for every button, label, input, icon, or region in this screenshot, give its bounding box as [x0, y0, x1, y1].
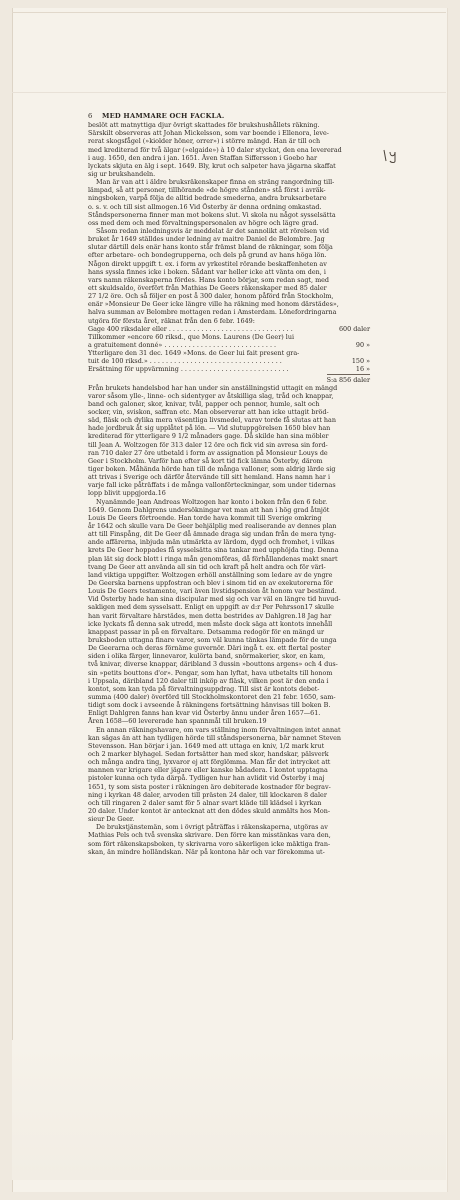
ledger-label: Ytterligare den 31 dec. 1649 »Mons. de Geer lui fait present gra- — [88, 349, 300, 358]
ledger-row — [88, 357, 370, 365]
ledger-value — [338, 349, 370, 357]
text-line: krets De Geer hoppades få sysselsätta sina tankar med upphöjda ting. Denna — [88, 546, 339, 555]
salary-ledger — [88, 325, 370, 374]
ledger-total: S:a 856 daler — [326, 375, 370, 384]
text-line: utgöra för första året, räknat från den 6 febr. 1649: — [88, 316, 255, 325]
text-line: Vid Österby hade han sina discipular med sig och var väl en längre tid huvud- — [88, 595, 341, 604]
body-paragraphs-part2 — [88, 384, 370, 856]
text-line: i Uppsala, däribland 120 daler till inköp av fläsk, vilken post är den enda i — [88, 676, 329, 685]
text-line: Man är van att i äldre bruksräkenskaper finna en sträng rangordning till- — [96, 178, 335, 187]
text-line: lopp blivit uppgjorda.16 — [88, 489, 166, 498]
text-line: 27 1/2 öre. Och så följer en post å 300 daler, honom påförd från Stockholm, — [88, 292, 334, 301]
ledger-label: tuit de 100 riksd.» . . . . . . . . . . . . . . . . . . . . . . . . . . . . . . . . . — [88, 357, 282, 366]
text-line: vars namn räkenskaperna fördes. Hans konto börjar, som redan sagt, med — [88, 275, 330, 284]
text-line: ett skuldsaldo, överfört från Mathias De Geers räkenskaper med 85 daler — [88, 283, 327, 292]
text-line: till Jean A. Woltzogen för 313 daler 12 öre och fick vid sin avresa sin ford- — [88, 440, 328, 449]
text-line: Mathias Pels och två svenska skrivare. Den förre kan misstänkas vara den, — [88, 831, 331, 840]
text-line: sig ur brukshandeln. — [88, 169, 156, 178]
text-line: tidigt som dock i avseende å räkningens fortsättning hänvisas till boken B. — [88, 701, 331, 710]
text-line: Geer i Stockholm. Varför han efter så kort tid fick lämna Österby, därom — [88, 456, 323, 465]
handwritten-margin-mark-icon — [380, 148, 400, 164]
text-line: Någon direkt uppgift t. ex. i form av yrkestitel rörande beskaffenheten av — [88, 259, 327, 268]
text-line: att till Finspång, dit De Geer då ämnade draga sig undan från de mera tyng- — [88, 530, 336, 539]
text-line: han varit förvaltare härstädes, men detta bestrides av Dahlgren.18 Jag har — [88, 611, 332, 620]
text-line: land viktiga uppgifter. Woltzogen erhöll anställning som ledare av de yngre — [88, 570, 333, 579]
text-line: Enligt Dahlgren fanns han kvar vid Österby ännu under åren 1657—61. — [88, 709, 321, 718]
text-line: ning i kyrkan 48 daler, arvoden till prästen 24 daler, till klockaren 8 daler — [88, 790, 327, 799]
text-line: kan sägas än att han tydligen hörde till ståndspersonerna, bär namnet Steven — [88, 733, 342, 742]
ledger-label: Gage 400 riksdaler eller . . . . . . . . . . . . . . . . . . . . . . . . . . . . . . . — [88, 324, 293, 333]
text-line: mannen var krigare eller jägare eller kanske bådadera. I kontot upptagna — [88, 766, 328, 775]
text-line: slutar därtill dels enär hans konto står främst bland de räkningar, som följa — [88, 243, 333, 252]
text-line: i aug. 1650, den andra i jan. 1651. Även Staffan Siffersson i Goebo har — [88, 153, 318, 162]
text-line: lämpad, så att personer, tillhörande »de högre stånden» stå först i avräk- — [88, 186, 326, 195]
text-line: tiger boken. Måhända hörde han till de många valloner, som aldrig lärde sig — [88, 465, 336, 474]
ledger-row — [88, 333, 370, 341]
text-line: efter arbetare- och bondegrupperna, och dels på grund av hans höga lön. — [88, 251, 327, 260]
text-line: sieur De Geer. — [88, 815, 135, 824]
text-line: med krediterad för två älgar (»elgaide») à 10 daler styckat, den ena levererad — [88, 145, 342, 154]
text-line: enär »Monsieur De Geer icke längre ville ha räkning med honom därstädes», — [88, 300, 339, 309]
text-line: 20 daler. Under kontot är antecknat att den dödes skuld anmälts hos Mon- — [88, 806, 330, 815]
text-line: kontot, som kan tyda på förvaltningsuppdrag. Till sist är kontots debet- — [88, 684, 320, 693]
text-line: 1651, ty som sista poster i räkningen äro debiterade kostnader för begrav- — [88, 782, 331, 791]
text-line: De Geerarna och deras förnäme guvernör. Däri ingå t. ex. ett flertal poster — [88, 644, 331, 653]
ledger-value: 90 » — [355, 340, 370, 349]
ledger-row — [88, 365, 370, 373]
text-line: skan, än mindre holländskan. När på kontona här och var förekomma ut- — [88, 847, 325, 856]
text-line: Louis De Geers förtroende. Han torde hava kommit till Sverige omkring — [88, 513, 322, 522]
text-line: som fört räkenskapsboken, ty skrivarna voro säkerligen icke mäktiga fran- — [88, 839, 331, 848]
text-line: pistoler kunna och tyda därpå. Tydligen hur han avlidit vid Österby i maj — [88, 774, 325, 783]
text-line: 1649. Genom Dahlgrens undersökningar vet man att han i hög grad åtnjöt — [88, 505, 330, 514]
text-line: Ståndspersonerna finner man mot bokens slut. Vi skola nu något sysselsätta — [88, 210, 336, 219]
ledger-total-row — [88, 374, 370, 384]
text-line: Nyanämnde Jean Andreas Woltzogen har konto i boken från den 6 febr. — [96, 497, 328, 506]
ledger-label: Ersättning för uppvärmning . . . . . . . . . . . . . . . . . . . . . . . . . . . — [88, 365, 289, 374]
text-line: tvang De Geer att använda all sin tid och kraft på helt andra och för värl- — [88, 562, 326, 571]
text-line: halva summan av Belombre mottagen redan i Amsterdam. Lönefordringarna — [88, 308, 337, 317]
ledger-row — [88, 349, 370, 357]
text-line: o. s. v. och till sist allmogen.16 Vid Österby är denna ordning omkastad. — [88, 202, 322, 211]
text-line: säd, fläsk och dylika mera väsentliga livsmedel, varav torde få slutas att han — [88, 416, 336, 425]
text-line: Såsom redan inledningsvis är meddelat är det sannolikt att rörelsen vid — [96, 226, 329, 235]
text-line: och till ringaren 2 daler samt för 5 alnar svart kläde till klädsel i kyrkan — [88, 798, 322, 807]
text-line: oss med dem och med förvaltningspersonalen av högre och lägre grad. — [88, 218, 319, 227]
text-line: bruket år 1649 ställdes under ledning av maitre Daniel de Belombre. Jag — [88, 235, 325, 244]
text-line: krediterad för ytterligare 9 1/2 månaders gage. Då skilde han sina möbler — [88, 432, 329, 441]
text-line: lyckats skjuta en älg i sept. 1649. Bly, krut och salpeter hava jägarna skaffat — [88, 161, 336, 170]
text-line: bruksboden uttagna finare varor, som väl kunna tänkas lämpade för de unga — [88, 636, 337, 644]
page-running-title: MED HAMMARE OCH FACKLA. — [102, 112, 225, 120]
ledger-value: 150 » — [351, 357, 370, 366]
text-line: sin »petits bouttons d'or». Pengar, som han lyftat, hava utbetalts till honom — [88, 668, 333, 677]
text-line: ran 710 daler 27 öre utbetald i form av assignation på Monsieur Louys de — [88, 448, 328, 457]
text-line: summa (400 daler) överförd till Stockholmskontoret den 21 febr. 1650, sam- — [88, 692, 336, 701]
text-line: De brukstjänstemän, som i övrigt påträffas i räkenskaperna, utgöras av — [96, 823, 328, 832]
text-line: beslöt att matnyttiga djur övrigt skattades för brukshushållets räkning. — [88, 121, 320, 130]
text-line: Från brukets handelsbod har han under sin anställningstid uttagit en mängd — [88, 383, 338, 392]
body-paragraphs-part1 — [88, 121, 370, 325]
ledger-value: 600 daler — [338, 324, 370, 333]
document-text-column — [88, 112, 370, 856]
page-number: 6 — [88, 112, 93, 120]
text-line: En annan räkningshavare, om vars ställning inom förvaltningen intet annat — [96, 725, 341, 734]
text-line: knappast passar in på en förvaltare. Detsamma redogör för en mängd ur — [88, 627, 325, 636]
text-line: varje fall icke påträffats i de många vallonförteckningar, som under tidernas — [88, 481, 336, 490]
page-fold-line — [12, 92, 446, 93]
blank-lower-margin — [12, 1040, 446, 1180]
text-line: och många andra ting, lyxvaror ej att förglömma. Man får det intrycket att — [88, 758, 331, 767]
text-line: siden i olika färger, linnevaror, kulörta band, snörmakerier, skor, en kam, — [88, 652, 326, 661]
text-line: två knivar, diverse knappar, däribland 3 dussin »bouttons argens» och 4 dus- — [88, 660, 338, 669]
text-line: hade jordbruk åt sig upplåtet på lön. — Vid slutuppgörelsen 1650 blev han — [88, 424, 331, 433]
text-line: Stevensson. Han börjar i jan. 1649 med att uttaga en kniv, 1/2 mark krut — [88, 741, 325, 750]
text-line: plan lät sig dock blott i ringa mån genomföras, då förhållandenas makt snart — [88, 554, 338, 563]
ledger-value: 16 » — [355, 365, 370, 374]
ledger-value — [338, 333, 370, 341]
page-fold-top — [12, 12, 446, 13]
text-line: band och galoner, skor, knivar, tvål, papper och pennor, humle, salt och — [88, 399, 320, 408]
text-line: och 2 marker blyhagel. Sedan fortsätter han med skor, handskar, pälsverk — [88, 749, 329, 758]
ledger-row — [88, 341, 370, 349]
text-line: sakligen med dem sysselsatt. Enligt en uppgift av d:r Per Pehrsson17 skulle — [88, 603, 334, 612]
ledger-row — [88, 325, 370, 333]
text-line: Louis De Geers testamente, vari även livstidspension åt honom var bestämd. — [88, 587, 337, 596]
page-header — [88, 112, 370, 120]
text-line: hans syssla finnes icke i boken. Sådant var heller icke att vänta om den, i — [88, 267, 326, 276]
text-line: rerat skogsfågel (»kiolder höner, orrer») i större mängd. Han är till och — [88, 137, 321, 146]
text-line: år 1642 och skulle vara De Geer behjälplig med realiserande av dennes plan — [88, 522, 337, 531]
text-line: icke lyckats få denna sak utredd, men måste dock säga att kontots innehåll — [88, 619, 333, 628]
text-line: att trivas i Sverige och därför återvände till sitt hemland. Hans namn har i — [88, 473, 331, 482]
ledger-label: a gratuitement donné» . . . . . . . . . . . . . . . . . . . . . . . . . . . . — [88, 340, 277, 349]
text-line: Särskilt observeras att Johan Mickelsson, som var boende i Ellenora, leve- — [88, 129, 329, 138]
text-line: De Geerska barnens uppfostran och blev i sinom tid en av exekutorerna för — [88, 579, 333, 588]
text-line: Åren 1658—60 levererade han spannmål till bruken.19 — [88, 717, 267, 726]
text-line: socker, vin, sviskon, saffran etc. Man observerar att han icke uttagit bröd- — [88, 408, 329, 417]
ledger-label: Tillkommer »encore 60 riksd., que Mons. Laurens (De Geer) lui — [88, 332, 294, 341]
text-line: ningsboken, varpå följa de alltid bedrade smederna, andra bruksarbetare — [88, 194, 327, 203]
text-line: varor såsom ylle-, linne- och sidentyger av åtskilliga slag, tråd och knappar, — [88, 391, 334, 400]
text-line: ande affärerna, inbjuda män utmärkta av lärdom, dygd och fromhet, i vilkas — [88, 538, 335, 547]
